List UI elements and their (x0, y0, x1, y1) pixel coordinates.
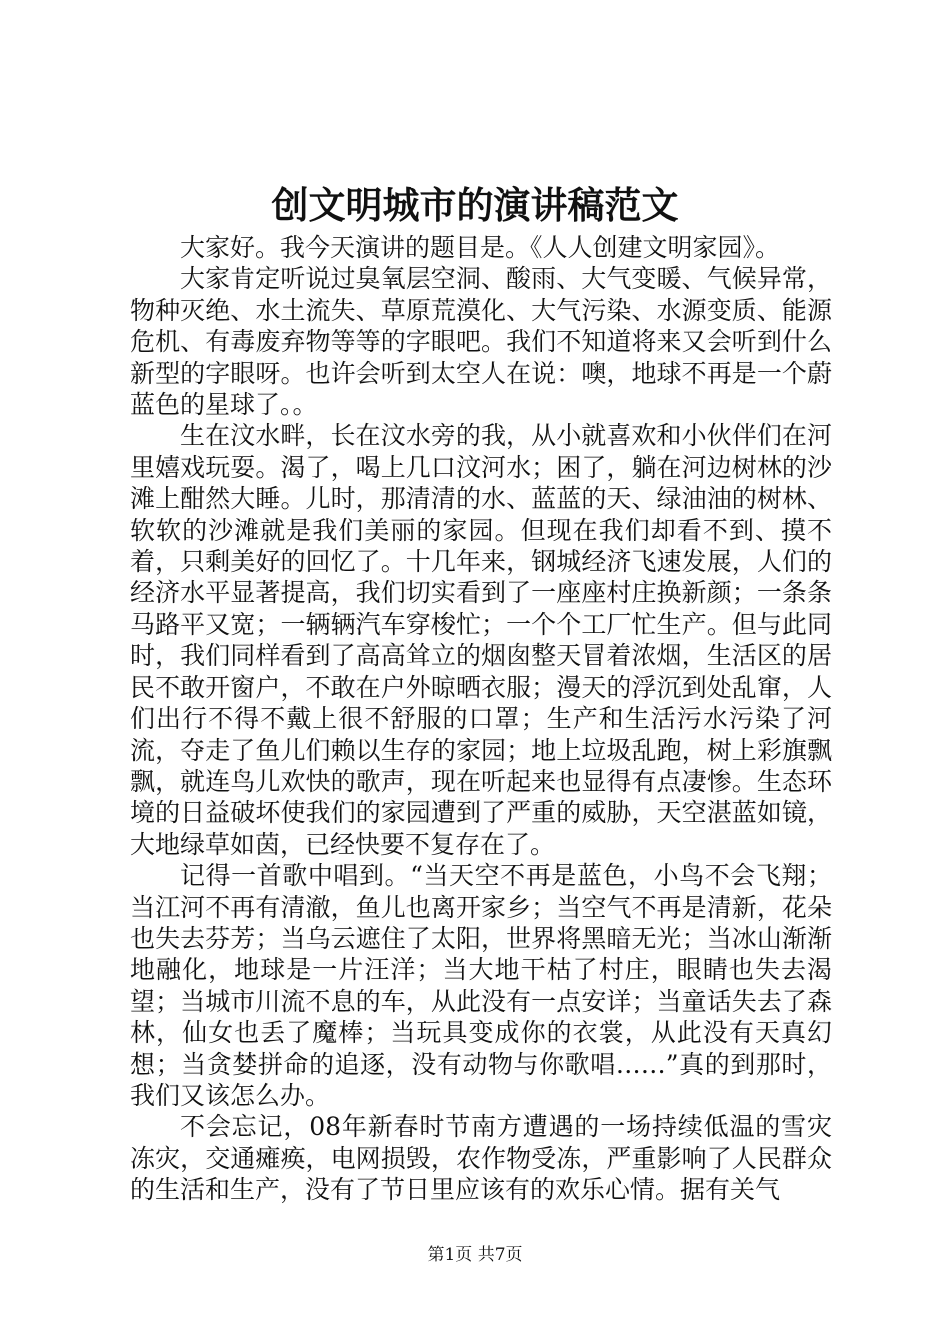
paragraph: 大家肯定听说过臭氧层空洞、酸雨、大气变暖、气候异常，物种灭绝、水土流失、草原荒漠化、大气污染、水源变质、能源危机、有毒废弃物等等的字眼吧。我们不知道将来又会听到什么新型的字眼呀。也许会听到太空人在说：噢，地球不再是一个蔚蓝色的星球了。。 (130, 264, 832, 420)
paragraph: 不会忘记，08年新春时节南方遭遇的一场持续低温的雪灾冻灾，交通瘫痪，电网损毁，农作物受冻，严重影响了人民群众的生活和生产，没有了节日里应该有的欢乐心情。据有关气 (130, 1112, 832, 1205)
paragraph: 大家好。我今天演讲的题目是。《人人创建文明家园》。 (180, 233, 781, 262)
paragraph: 生在汶水畔，长在汶水旁的我，从小就喜欢和小伙伴们在河里嬉戏玩耍。渴了，喝上几口汶河水；困了，躺在河边树林的沙滩上酣然大睡。儿时，那清清的水、蓝蓝的天、绿油油的树林、软软的沙滩就是我们美丽的家园。但现在我们却看不到、摸不着，只剩美好的回忆了。十几年来，钢城经济飞速发展，人们的经济水平显著提高，我们切实看到了一座座村庄换新颜；一条条马路平又宽；一辆辆汽车穿梭忙；一个个工厂忙生产。但与此同时，我们同样看到了高高耸立的烟囱整天冒着浓烟，生活区的居民不敢开窗户，不敢在户外晾晒衣服；漫天的浮沉到处乱窜，人们出行不得不戴上很不舒服的口罩；生产和生活污水污染了河流，夺走了鱼儿们赖以生存的家园；地上垃圾乱跑，树上彩旗飘飘，就连鸟儿欢快的歌声，现在听起来也显得有点凄惨。生态环境的日益破坏使我们的家园遭到了严重的威胁，天空湛蓝如镜，大地绿草如茵，已经快要不复存在了。 (130, 421, 832, 859)
document-body (130, 232, 832, 1206)
page-footer: 第1页 共7页 (427, 1245, 523, 1265)
document-title: 创文明城市的演讲稿范文 (271, 183, 679, 227)
paragraph: 记得一首歌中唱到。“当天空不再是蓝色，小鸟不会飞翔；当江河不再有清澈，鱼儿也离开家乡；当空气不再是清新，花朵也失去芬芳；当乌云遮住了太阳，世界将黑暗无光；当冰山渐渐地融化，地球是一片汪洋；当大地干枯了村庄，眼睛也失去渴望；当城市川流不息的车，从此没有一点安详；当童话失去了森林，仙女也丢了魔棒；当玩具变成你的衣裳，从此没有天真幻想；当贪婪拼命的追逐，没有动物与你歌唱……”真的到那时，我们又该怎么办。 (130, 861, 832, 1110)
